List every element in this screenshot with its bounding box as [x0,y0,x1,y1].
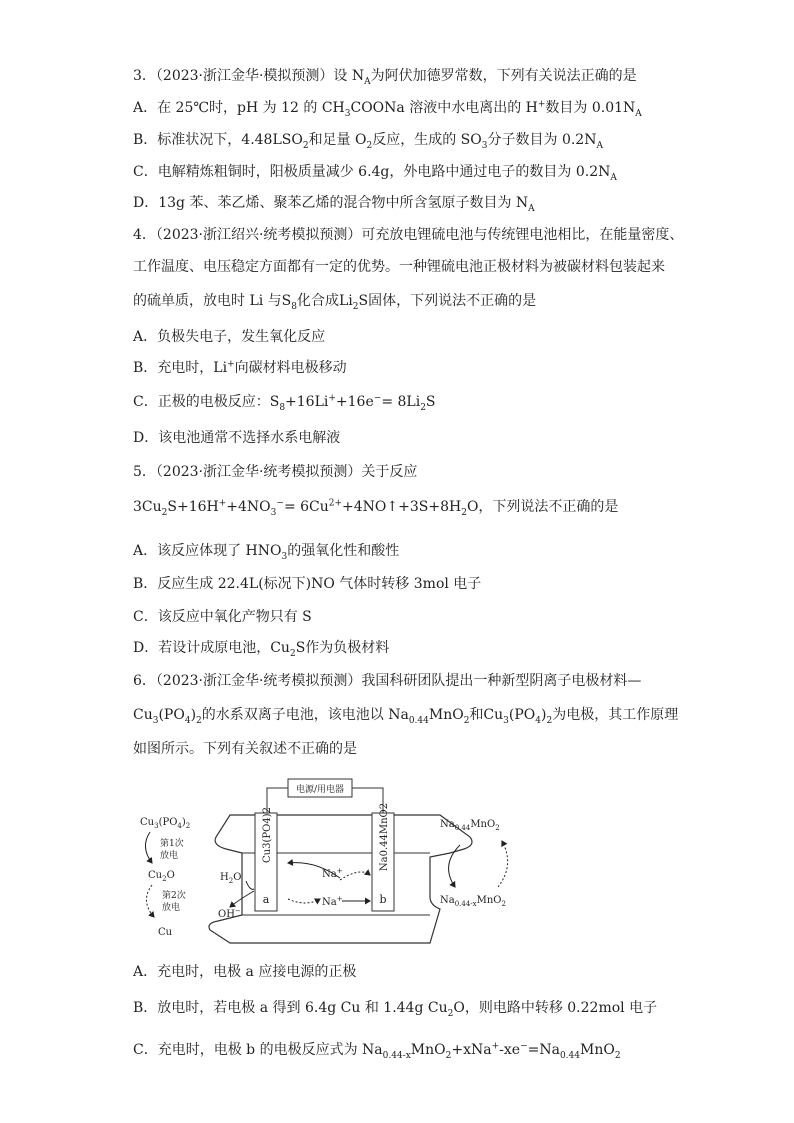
q6-stem-line2: $Cu_3(PO_4)_2$的水系双离子电池，该电池以 $Na_{0.44}MnO_2$和$Cu_3(PO_4)_2$为电极，其工作原理 [133,707,679,726]
q5-option-d: D．若设计成原电池，$Cu_2S$作为负极材料 [133,640,390,659]
q6-stem-line3: 如图所示。下列有关叙述不正确的是 [133,741,357,757]
q6-option-a: A．充电时，电极 a 应接电源的正极 [133,964,357,980]
right-na044x-label: $Na_{0.44-x}MnO_2$ [440,895,506,908]
q5-stem: 5．（2023·浙江金华·统考模拟预测）关于反应 [133,464,418,480]
second-discharge-arrow [146,885,154,917]
q6-stem: 6．（2023·浙江金华·统考模拟预测）我国科研团队提出一种新型阴离子电极材料— [133,673,642,689]
q5-equation: $3Cu_2S+16H^++4NO_3^-=$ $6Cu^{2+}+4NO↑+3S+8H_2O$，下列说法不正确的是 [133,498,619,518]
q5-option-b: B．反应生成 22.4L(标况下)NO 气体时转移 3mol 电子 [133,576,482,592]
q6-option-c: C．充电时，电极 b 的电极反应式为 $Na_{0.44-x}MnO_2+xNa^+-xe^-=Na_{0.44}MnO_2$ [133,1041,621,1061]
water-arrow [246,881,254,889]
q4-option-c: C．正极的电极反应：$S_8+16Li^++16e^-= 8Li_2S$ [133,393,436,413]
left-cu3po42-label: $Cu_3(PO_4)_2$ [140,817,191,830]
q5-option-a: A．该反应体现了 $HNO_3$的强氧化性和酸性 [133,543,400,562]
electrode-a-material: Cu3(PO4)2 [262,807,273,863]
q4-stem-line2: 工作温度、电压稳定方面都有一定的优势。一种锂硫电池正极材料为被碳材料包装起来 [133,259,665,275]
first-discharge-label2: 放电 [160,851,179,861]
right-discharge-arrow [449,845,460,887]
electrode-b-material: Na0.44MnO2 [379,802,390,872]
q3-option-b: B．标准状况下，$4.48LSO_2$和足量 $O_2$反应，生成的 $SO_3$分子数目为 $0.2N_A$ [133,132,603,151]
q4-option-d: D．该电池通常不选择水系电解液 [133,430,341,446]
q5-option-c: C．该反应中氧化产物只有 S [133,609,312,625]
electrode-a-label: a [262,893,270,906]
power-source-label: 电源/用电器 [295,785,345,795]
q4-option-b: B．充电时，Li+向碳材料电极移动 [133,359,347,376]
left-cu2o-label: $Cu_2O$ [148,870,175,883]
electrode-b-label: b [379,893,387,906]
na-arrow-top-dashed [340,872,370,880]
cell-outline [209,815,472,943]
q4-stem-line1: 4．（2023·浙江绍兴·统考模拟预测）可充放电锂硫电池与传统锂电池相比，在能量密度、 [133,227,684,243]
q4-option-a: A．负极失电子，发生氧化反应 [133,329,326,345]
q3-option-a: A．在 25℃时，pH 为 12 的 $CH_3COONa$ 溶液中水电离出的 H+数目为 $0.01N_A$ [133,99,642,119]
right-charge-arrow [498,841,508,887]
q3-option-c: C．电解精炼粗铜时，阳极质量减少 6.4g，外电路中通过电子的数目为 $0.2N_A$ [133,164,617,183]
second-discharge-label: 第2次 [162,891,186,901]
first-discharge-label: 第1次 [160,839,184,849]
na-ion-bottom: Na+ [322,895,343,908]
q3-option-d: D．13g 苯、苯乙烯、聚苯乙烯的混合物中所含氢原子数目为 $N_A$ [133,195,535,214]
first-discharge-arrow [145,832,152,863]
right-na044-label: $Na_{0.44}MnO_2$ [440,819,500,832]
battery-diagram [130,775,550,955]
q3-stem: 3．（2023·浙江金华·模拟预测）设 $N_A$为阿伏加德罗常数，下列有关说法正确的是 [133,68,637,87]
left-cu-label: Cu [158,927,173,938]
q4-stem-line3: 的硫单质，放电时 Li 与$S_8$化合成$Li_2S$固体，下列说法不正确的是 [133,293,537,312]
na-ion-top: Na+ [322,867,343,880]
second-discharge-label2: 放电 [162,903,181,913]
na-arrow-bottom-dashed [288,899,320,903]
water-label: $H_2O$ [220,872,242,885]
hydroxide-label: OH− [218,907,241,920]
q6-option-b: B．放电时，若电极 a 得到 6.4g Cu 和 1.44g $Cu_2O$，则电路中转移 0.22mol 电子 [133,1000,658,1019]
